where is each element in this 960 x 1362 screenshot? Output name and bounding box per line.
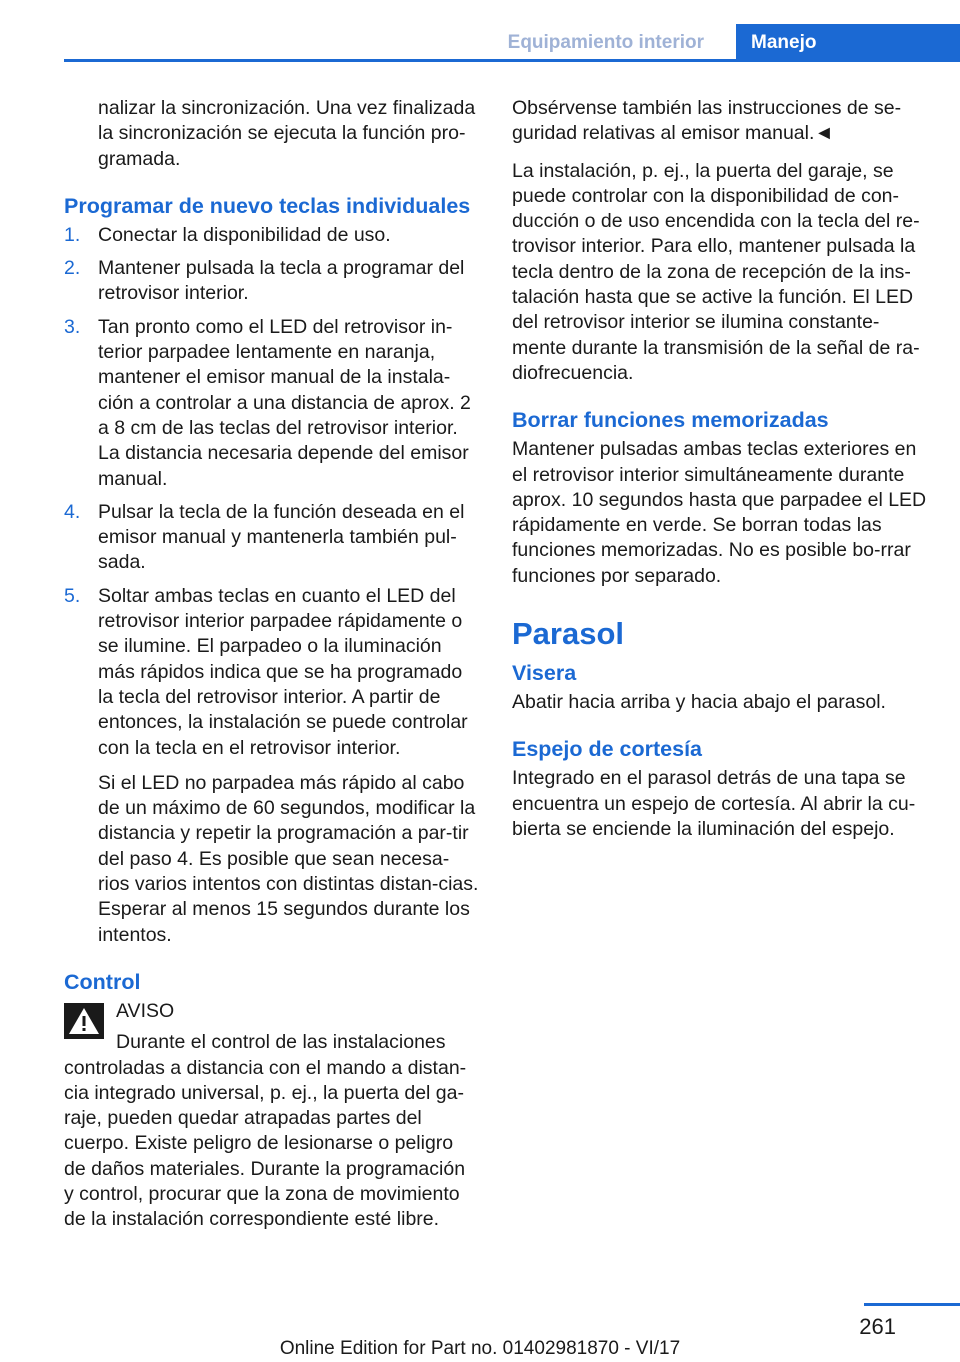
list-item [64, 315, 480, 492]
step-text: Tan pronto como el LED del retrovisor in‐terior parpadee lentamente en naranja, mantener el emisor manual de la instala‐ción a controlar a una distancia de aprox. 2 a 8 cm de las teclas del retrovisor interior. La distancia necesaria depende del emisor manual. [98, 315, 471, 490]
step-number: 2. [64, 257, 81, 280]
footer-edition: Online Edition for Part no. 01402981870 - VI/17 [279, 1338, 681, 1359]
heading-program-keys: Programar de nuevo teclas individuales [64, 193, 471, 218]
step5-extra-paragraph: Si el LED no parpadea más rápido al cabo de un máximo de 60 segundos, modificar la distancia y repetir la programación a par‐tir del paso 4. Es posible que sean necesa‐rios varios intentos con distintas distan‐cias. Esperar al menos 15 segundos durante los intentos. [98, 771, 479, 946]
step-number: 5. [64, 584, 81, 607]
footer-rule [864, 1303, 960, 1306]
warning-title: AVISO [116, 999, 175, 1022]
breadcrumb-section: Equipamiento interior [507, 32, 704, 53]
safety-paragraph: Obsérvense también las instrucciones de se‐guridad relativas al emisor manual.◄ [512, 97, 902, 145]
list-item [64, 256, 480, 307]
warning-block [64, 999, 480, 1233]
list-item [64, 223, 480, 248]
espejo-paragraph: Integrado en el parasol detrás de una tapa se encuentra un espejo de cortesía. Al abrir la cu‐bierta se enciende la iluminación del espejo. [512, 767, 916, 840]
list-item [64, 500, 480, 576]
delete-paragraph: Mantener pulsadas ambas teclas exteriores en el retrovisor interior simultáneamente durante aprox. 10 segundos hasta que parpadee el LED rápidamente en verde. Se borran todas las funciones memorizadas. No es posible bo‐rrar funciones por separado. [512, 438, 927, 587]
heading-visera: Visera [512, 661, 577, 686]
heading-control: Control [64, 969, 141, 994]
list-item [64, 584, 480, 948]
header-rule [64, 59, 960, 62]
visera-paragraph: Abatir hacia arriba y hacia abajo el parasol. [512, 691, 886, 714]
page-number: 261 [859, 1314, 896, 1339]
step-number: 1. [64, 223, 81, 246]
step-number: 3. [64, 315, 81, 338]
heading-delete-functions: Borrar funciones memorizadas [512, 408, 829, 433]
heading-parasol: Parasol [512, 616, 625, 652]
step-number: 4. [64, 500, 81, 523]
left-column [64, 96, 480, 1233]
program-steps-list [64, 223, 480, 948]
breadcrumb-chapter: Manejo [736, 24, 960, 62]
page-header [0, 24, 960, 62]
heading-espejo: Espejo de cortesía [512, 737, 702, 762]
step-text: Mantener pulsada la tecla a programar del retrovisor interior. [98, 257, 465, 305]
step-text: Pulsar la tecla de la función deseada en el emisor manual y mantenerla también pul‐sada. [98, 500, 465, 574]
warning-text: Durante el control de las instalaciones controladas a distancia con el mando a distan‐cia integrado universal, p. ej., la puerta del ga‐raje, pueden quedar atrapadas partes del cuerpo. Existe peligro de lesionarse o peligro de daños materiales. Durante la programación y control, procurar que la zona de movimiento de la instalación correspondiente esté libre. [64, 1031, 467, 1231]
intro-paragraph: nalizar la sincronización. Una vez finalizada la sincronización se ejecuta la función pro‐gramada. [98, 97, 476, 170]
step-text: Conectar la disponibilidad de uso. [98, 223, 391, 246]
control-paragraph: La instalación, p. ej., la puerta del garaje, se puede controlar con la disponibilidad de con‐ducción o de uso encendida con la tecla del re‐trovisor interior. Para ello, mantener pulsada la tecla dentro de la zona de recepción de la ins‐talación hasta que se active la función. El LED del retrovisor interior se ilumina constante‐mente durante la transmisión de la señal de ra‐diofrecuencia. [512, 159, 920, 384]
warning-icon [64, 1003, 104, 1039]
step-text: Soltar ambas teclas en cuanto el LED del retrovisor interior parpadee rápidamente o se ilumine. El parpadeo o la iluminación más rápidos indica que se ha programado la tecla del retrovisor interior. A partir de entonces, la instalación se puede controlar con la tecla en el retrovisor interior. [98, 584, 468, 759]
right-column [512, 96, 928, 854]
